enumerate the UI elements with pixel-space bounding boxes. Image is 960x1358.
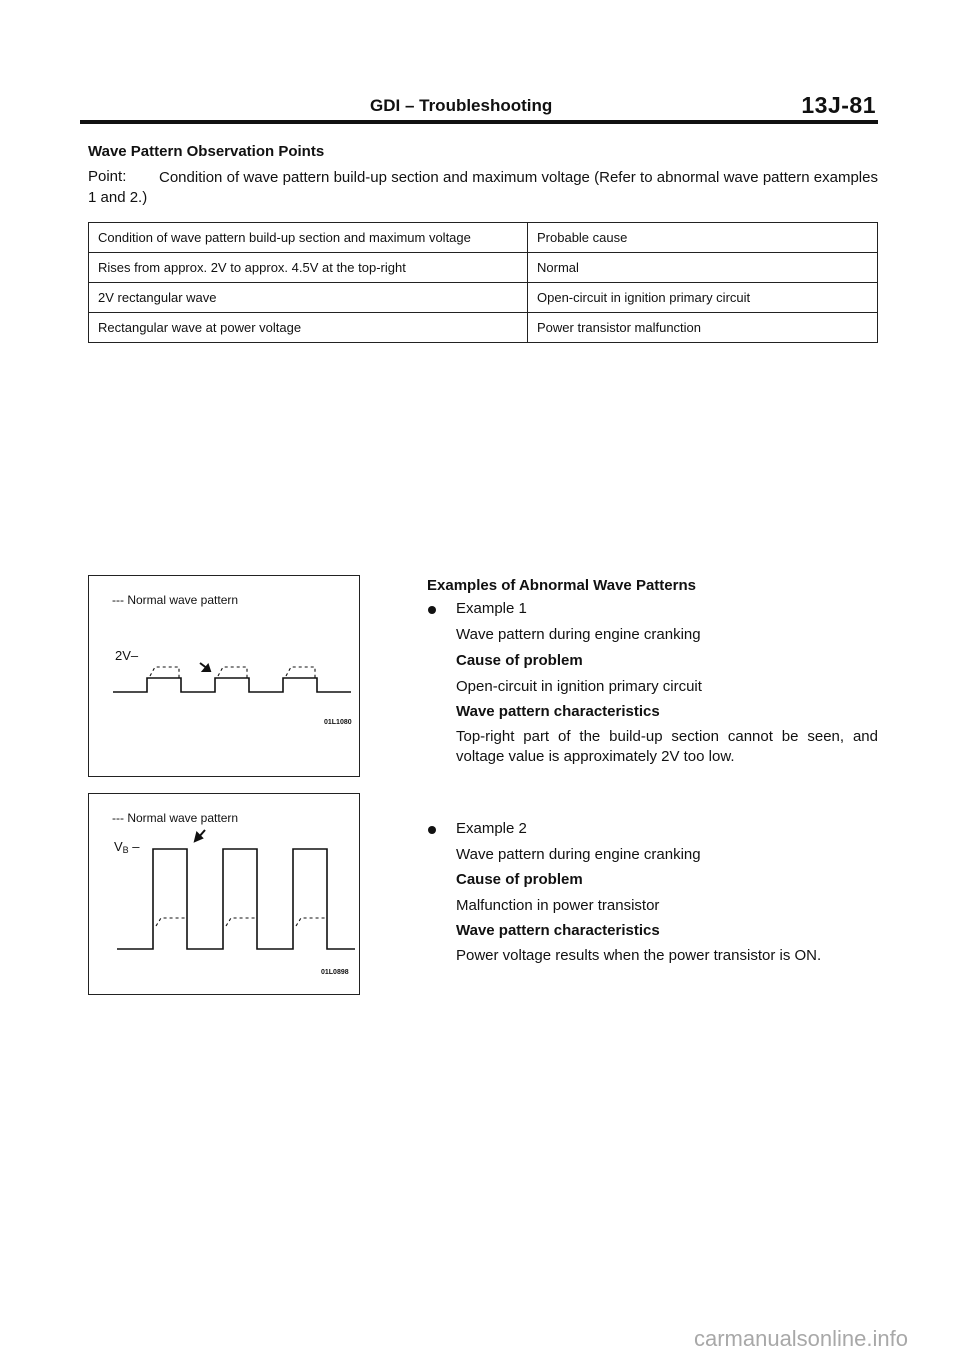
table-cell: Normal [528,253,878,283]
header-rule [80,120,878,124]
normal-wave-dashed [296,918,325,926]
wave-diagram [89,794,359,994]
bullet-icon [428,826,436,834]
example-2-cause: Malfunction in power transistor [456,897,660,914]
figure-code: 01L0898 [321,969,349,976]
example-1-char-title: Wave pattern characteristics [456,703,660,720]
table-cell: Rises from approx. 2V to approx. 4.5V at the top-right [89,253,528,283]
table-row [89,253,878,283]
watermark: carmanualsonline.info [693,1326,908,1351]
wave-diagram [89,576,359,776]
table-cell: Power transistor malfunction [528,313,878,343]
normal-wave-dashed [218,667,247,678]
section-heading: Wave Pattern Observation Points [88,143,325,160]
figure-legend: --- Normal wave pattern [112,811,239,825]
example-1-cause-title: Cause of problem [456,652,583,669]
example-1-cause: Open-circuit in ignition primary circuit [456,678,702,695]
table-cell: Rectangular wave at power voltage [89,313,528,343]
level-sub: B [122,845,129,855]
figure-code: 01L1080 [324,719,352,726]
table-cell: 2V rectangular wave [89,283,528,313]
table-row [89,283,878,313]
point-label: Point: [88,168,127,185]
normal-wave-dashed [286,667,315,678]
example-2-label: Example 2 [456,820,527,837]
arrow-icon [195,830,205,841]
figure-legend: --- Normal wave pattern [112,593,239,607]
normal-wave-dashed [150,667,179,678]
page-header-title: GDI – Troubleshooting [370,96,553,115]
table-row [89,313,878,343]
example-1-label: Example 1 [456,600,527,617]
examples-heading: Examples of Abnormal Wave Patterns [427,577,696,594]
example-2-char-title: Wave pattern characteristics [456,922,660,939]
wave-figure-example-2 [88,793,360,995]
example-2-condition: Wave pattern during engine cranking [456,846,701,863]
example-2-characteristics: Power voltage results when the power transistor is ON. [456,947,822,964]
level-main: V [114,839,123,854]
point-text: Condition of wave pattern build-up section and maximum voltage (Refer to abnormal wave pattern examples 1 and 2.) [88,169,878,206]
wave-figure-example-1 [88,575,360,777]
arrow-icon [200,663,210,671]
table-header-cell: Probable cause [528,223,878,253]
page-number: 13J-81 [801,92,876,118]
normal-wave-dashed [226,918,255,926]
bullet-icon [428,606,436,614]
normal-wave-dashed [156,918,185,926]
level-dash: – [128,839,140,854]
example-2-cause-title: Cause of problem [456,871,583,888]
voltage-level-label [114,839,140,855]
wave-trace [117,849,355,949]
wave-trace [113,678,351,692]
voltage-level-label: 2V– [115,648,139,663]
example-1-characteristics: Top-right part of the build-up section cannot be seen, and voltage value is approximately 2V too low. [456,728,878,765]
table-header-cell: Condition of wave pattern build-up section and maximum voltage [89,223,528,253]
table-header-row [89,223,878,253]
example-1-condition: Wave pattern during engine cranking [456,626,701,643]
observation-table [88,222,878,343]
table-cell: Open-circuit in ignition primary circuit [528,283,878,313]
